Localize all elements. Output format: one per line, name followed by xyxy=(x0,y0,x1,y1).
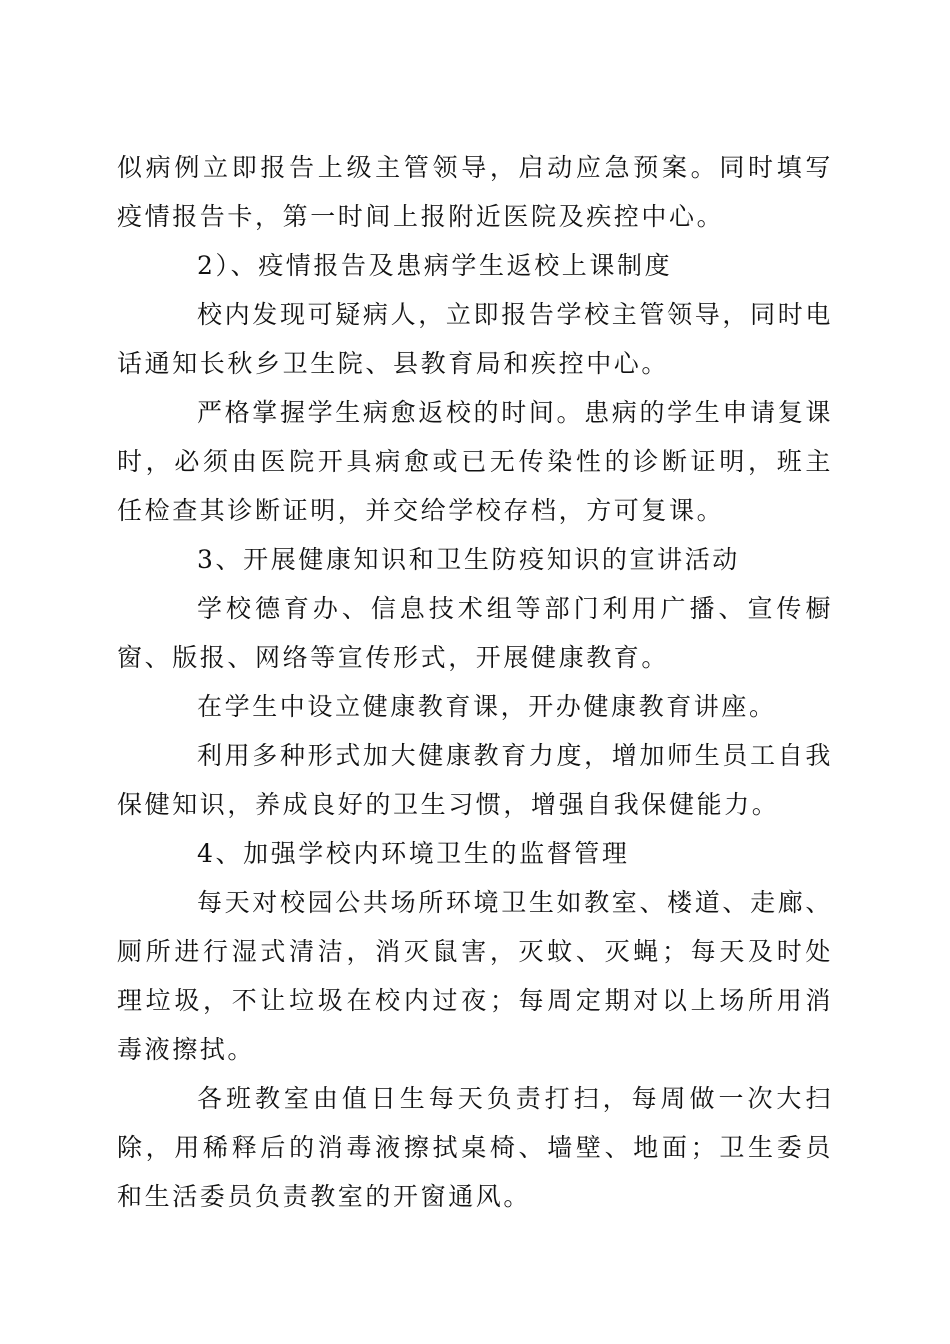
paragraph: 严格掌握学生病愈返校的时间。患病的学生申请复课时，必须由医院开具病愈或已无传染性的诊断证明，班主任检查其诊断证明，并交给学校存档，方可复课。 xyxy=(117,398,833,525)
paragraph: 利用多种形式加大健康教育力度，增加师生员工自我保健知识，养成良好的卫生习惯，增强自我保健能力。 xyxy=(117,741,833,819)
paragraph: 每天对校园公共场所环境卫生如教室、楼道、走廊、厕所进行湿式清洁，消灭鼠害，灭蚊、灭蝇；每天及时处理垃圾，不让垃圾在校内过夜；每周定期对以上场所用消毒液擦拭。 xyxy=(117,888,833,1064)
paragraph-continuation: 似病例立即报告上级主管领导，启动应急预案。同时填写疫情报告卡，第一时间上报附近医院及疾控中心。 xyxy=(117,153,833,231)
paragraph: 校内发现可疑病人，立即报告学校主管领导，同时电话通知长秋乡卫生院、县教育局和疾控中心。 xyxy=(117,300,833,378)
document-body xyxy=(117,143,833,1221)
section-heading-4: 4、加强学校内环境卫生的监督管理 xyxy=(197,839,630,868)
paragraph: 各班教室由值日生每天负责打扫，每周做一次大扫除，用稀释后的消毒液擦拭桌椅、墙壁、地面；卫生委员和生活委员负责教室的开窗通风。 xyxy=(117,1084,833,1211)
paragraph: 在学生中设立健康教育课，开办健康教育讲座。 xyxy=(197,692,777,721)
section-heading-3: 3、开展健康知识和卫生防疫知识的宣讲活动 xyxy=(197,545,740,574)
section-heading-2: 2）、疫情报告及患病学生返校上课制度 xyxy=(197,251,673,280)
paragraph: 学校德育办、信息技术组等部门利用广播、宣传橱窗、版报、网络等宣传形式，开展健康教育。 xyxy=(117,594,833,672)
